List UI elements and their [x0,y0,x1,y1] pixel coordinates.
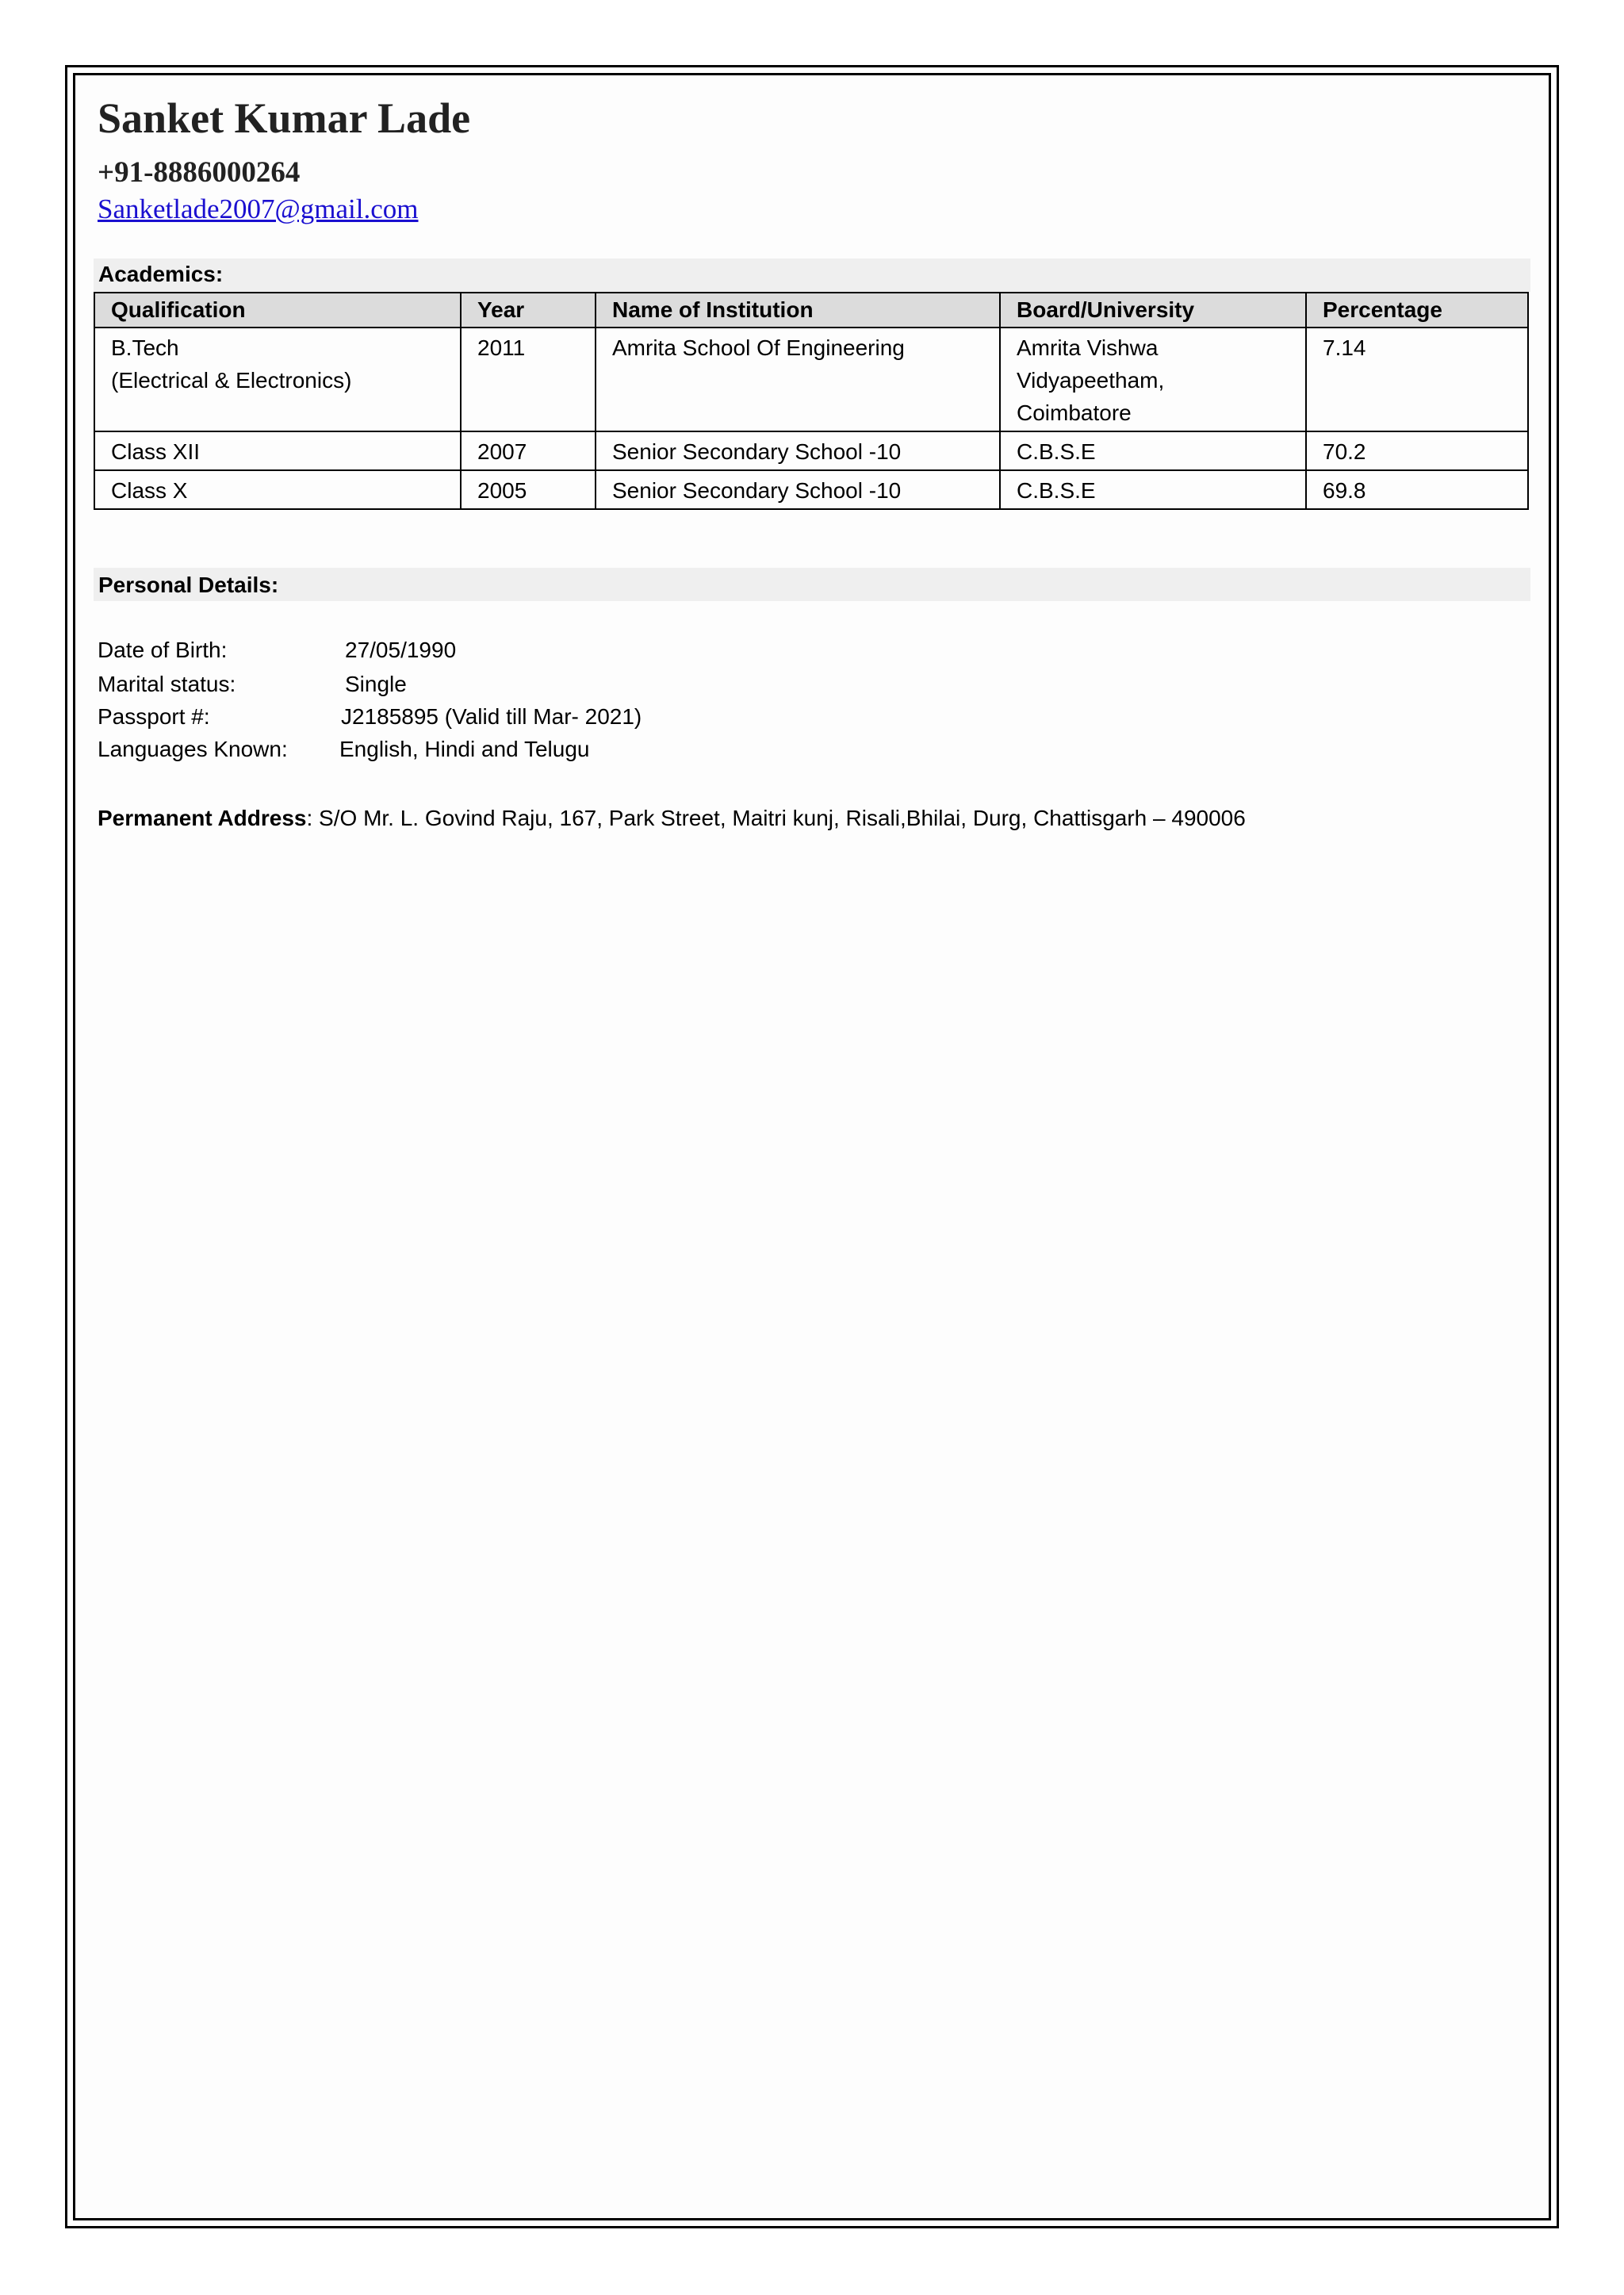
languages-label: Languages Known: [98,737,288,761]
column-header-qualification: Qualification [94,293,461,328]
marital-status-label: Marital status: [98,672,236,696]
marital-status-value: Single [345,672,407,696]
academics-table [94,292,1529,510]
table-row [94,470,1528,509]
cell-board: C.B.S.E [1000,470,1306,509]
passport-value: J2185895 (Valid till Mar- 2021) [341,704,642,729]
column-header-institution: Name of Institution [596,293,1000,328]
cell-qualification: Class X [94,470,461,509]
address-value: : S/O Mr. L. Govind Raju, 167, Park Street, Maitri kunj, Risali,Bhilai, Durg, Chattisgarh – 490006 [306,806,1246,830]
board-text-line2: Vidyapeetham, [1017,368,1165,393]
academics-title: Academics: [98,262,224,286]
cell-institution: Amrita School Of Engineering [596,328,1000,431]
column-header-year: Year [461,293,596,328]
table-row [94,328,1528,431]
table-row [94,431,1528,470]
cell-institution: Senior Secondary School -10 [596,470,1000,509]
qualification-text: B.Tech [111,335,179,360]
cell-percentage: 7.14 [1306,328,1528,431]
candidate-name: Sanket Kumar Lade [98,94,471,142]
column-header-board: Board/University [1000,293,1306,328]
cell-year: 2011 [461,328,596,431]
board-text: Amrita Vishwa [1017,335,1159,360]
cell-year: 2007 [461,431,596,470]
permanent-address [98,806,1246,831]
cell-year: 2005 [461,470,596,509]
cell-percentage: 70.2 [1306,431,1528,470]
dob-value: 27/05/1990 [345,638,457,662]
table-header-row [94,293,1528,328]
dob-label: Date of Birth: [98,638,228,662]
academics-section-bar [94,259,1530,292]
personal-title: Personal Details: [98,573,279,597]
cell-board [1000,328,1306,431]
column-header-percentage: Percentage [1306,293,1528,328]
cell-qualification: Class XII [94,431,461,470]
phone-number: +91-8886000264 [98,156,301,189]
cell-qualification [94,328,461,431]
passport-label: Passport #: [98,704,210,729]
board-text-line3: Coimbatore [1017,400,1132,425]
languages-value: English, Hindi and Telugu [339,737,590,761]
personal-section-bar [94,568,1530,601]
cell-institution: Senior Secondary School -10 [596,431,1000,470]
address-label: Permanent Address [98,806,307,830]
email-link[interactable]: Sanketlade2007@gmail.com [98,193,419,224]
cell-percentage: 69.8 [1306,470,1528,509]
cell-board: C.B.S.E [1000,431,1306,470]
qualification-subtext: (Electrical & Electronics) [111,368,352,393]
